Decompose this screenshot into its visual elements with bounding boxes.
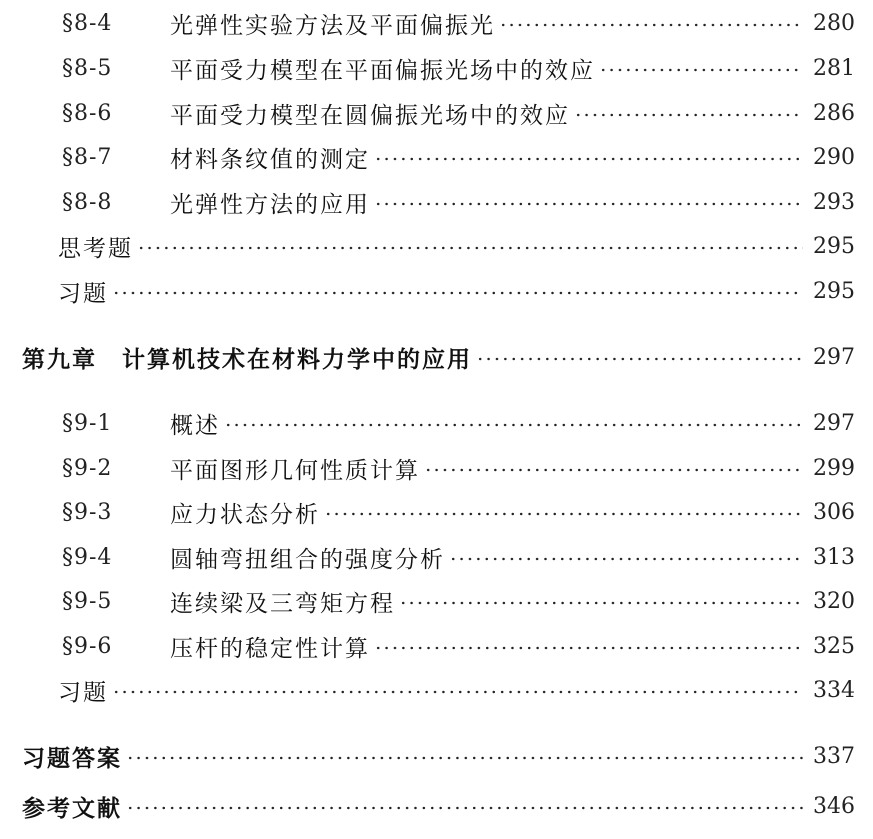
dot-leader	[126, 756, 803, 760]
page-number: 346	[813, 793, 855, 819]
section-number: §9-3	[62, 499, 113, 525]
entry-title: 平面受力模型在圆偏振光场中的效应	[170, 102, 570, 129]
page-number: 320	[813, 588, 855, 614]
dot-leader	[224, 423, 803, 427]
toc-entry-exercises-ch8	[58, 273, 855, 309]
entry-title: 习题	[58, 280, 108, 307]
page-number: 281	[813, 55, 855, 81]
toc-entry-9-3	[62, 494, 855, 530]
entry-title: 参考文献	[22, 795, 122, 822]
dot-leader	[599, 68, 803, 72]
dot-leader	[324, 512, 803, 516]
entry-title: 平面受力模型在平面偏振光场中的效应	[170, 57, 595, 84]
toc-entry-answers	[22, 738, 855, 774]
entry-title: 习题	[58, 679, 108, 706]
dot-leader	[424, 468, 803, 472]
section-number: §9-2	[62, 455, 113, 481]
page-number: 299	[813, 455, 855, 481]
toc-entry-references	[22, 788, 855, 824]
dot-leader	[137, 246, 803, 250]
page-number: 325	[813, 633, 855, 659]
toc-entry-9-4	[62, 539, 855, 575]
toc-entry-9-5	[62, 583, 855, 619]
toc-entry-8-5	[62, 50, 855, 86]
entry-title: 圆轴弯扭组合的强度分析	[170, 546, 445, 573]
entry-title: 压杆的稳定性计算	[170, 635, 370, 662]
page-number: 313	[813, 544, 855, 570]
page-number: 306	[813, 499, 855, 525]
entry-title: 连续梁及三弯矩方程	[170, 590, 395, 617]
page-number: 297	[813, 410, 855, 436]
toc-entry-review-questions	[58, 228, 855, 264]
dot-leader	[112, 690, 803, 694]
section-number: §8-8	[62, 189, 113, 215]
dot-leader	[126, 806, 803, 810]
dot-leader	[374, 157, 803, 161]
dot-leader	[476, 357, 803, 361]
section-number: §9-6	[62, 633, 113, 659]
toc-entry-8-7	[62, 139, 855, 175]
page-number: 297	[813, 344, 855, 370]
dot-leader	[374, 202, 803, 206]
toc-entry-exercises-ch9	[58, 672, 855, 708]
toc-entry-8-8	[62, 184, 855, 220]
chapter-title: 第九章 计算机技术在材料力学中的应用	[22, 346, 472, 373]
page-number: 334	[813, 677, 855, 703]
entry-title: 光弹性实验方法及平面偏振光	[170, 12, 495, 39]
page-number: 290	[813, 144, 855, 170]
toc-chapter-9	[22, 339, 855, 375]
toc-entry-9-1	[62, 405, 855, 441]
entry-title: 习题答案	[22, 745, 122, 772]
section-number: §8-7	[62, 144, 113, 170]
dot-leader	[112, 291, 803, 295]
section-number: §8-6	[62, 100, 113, 126]
section-number: §9-5	[62, 588, 113, 614]
page-number: 293	[813, 189, 855, 215]
entry-title: 思考题	[58, 235, 133, 262]
entry-title: 光弹性方法的应用	[170, 191, 370, 218]
page-number: 295	[813, 233, 855, 259]
section-number: §9-1	[62, 410, 113, 436]
page-number: 286	[813, 100, 855, 126]
entry-title: 概述	[170, 412, 220, 439]
dot-leader	[399, 601, 803, 605]
entry-title: 平面图形几何性质计算	[170, 457, 420, 484]
page-number: 337	[813, 743, 855, 769]
toc-entry-9-6	[62, 628, 855, 664]
entry-title: 材料条纹值的测定	[170, 146, 370, 173]
page-number: 295	[813, 278, 855, 304]
dot-leader	[449, 557, 803, 561]
page-number: 280	[813, 10, 855, 36]
section-number: §8-4	[62, 10, 113, 36]
dot-leader	[499, 23, 803, 27]
section-number: §9-4	[62, 544, 113, 570]
entry-title: 应力状态分析	[170, 501, 320, 528]
toc-entry-9-2	[62, 450, 855, 486]
toc-entry-8-6	[62, 95, 855, 131]
toc-entry-8-4	[62, 5, 855, 41]
dot-leader	[374, 646, 803, 650]
section-number: §8-5	[62, 55, 113, 81]
dot-leader	[574, 113, 803, 117]
